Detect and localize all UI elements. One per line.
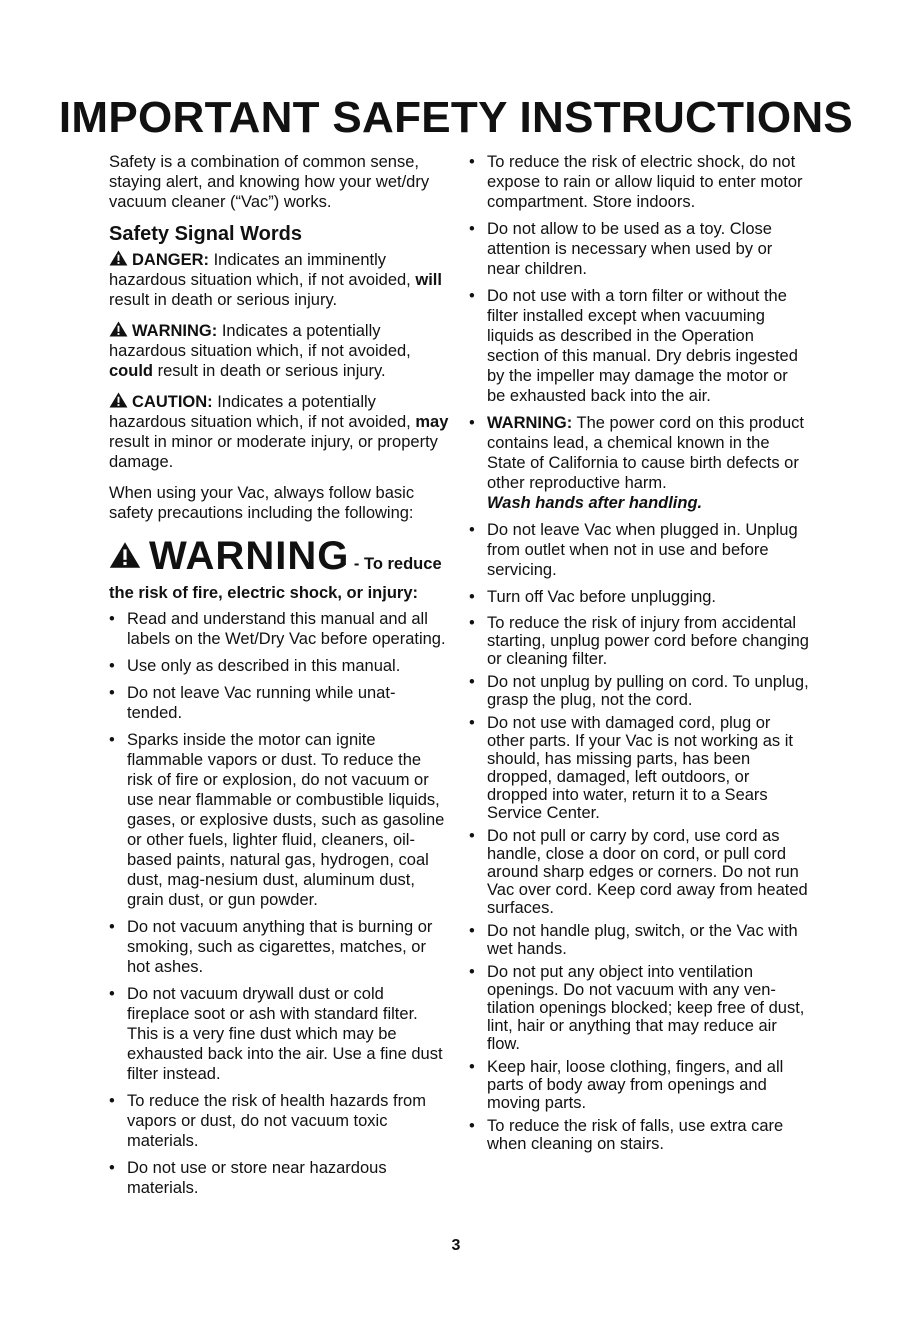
- warning-label: WARNING:: [132, 322, 218, 340]
- danger-definition: [109, 250, 449, 310]
- caution-keyword: may: [415, 413, 449, 431]
- page-number: 3: [451, 1237, 461, 1254]
- danger-keyword: will: [415, 271, 442, 289]
- prop65-text: The power cord on this product contains lead, a chemical known in the State of California to cause birth defects or other reproductive harm.: [487, 414, 804, 492]
- prop65-label: WARNING:: [487, 414, 573, 432]
- list-item: • Do not handle plug, switch, or the Vac with wet hands.: [469, 922, 809, 958]
- left-column: [109, 152, 449, 1205]
- list-item: • Do not put any object into ventilation openings. Do not vacuum with any ven-tilation openings blocked; keep free of dust, lint, hair or anything that may reduce air flow.: [469, 963, 809, 1053]
- list-item: • Do not vacuum anything that is burning or smoking, such as cigarettes, matches, or hot ashes.: [109, 917, 449, 977]
- list-item: • To reduce the risk of health hazards from vapors or dust, do not vacuum toxic materials.: [109, 1091, 449, 1151]
- list-item: • To reduce the risk of falls, use extra care when cleaning on stairs.: [469, 1117, 809, 1153]
- list-item: • Do not use with damaged cord, plug or other parts. If your Vac is not working as it should, has missing parts, has been dropped, damaged, left outdoors, or dropped into water, return it to a Sears Service Center.: [469, 714, 809, 822]
- list-item: • Keep hair, loose clothing, fingers, and all parts of body away from openings and moving parts.: [469, 1058, 809, 1112]
- warning-subheading: the risk of fire, electric shock, or injury:: [109, 584, 419, 602]
- danger-label: DANGER:: [132, 251, 209, 269]
- wash-hands-note: Wash hands after handling.: [487, 494, 703, 512]
- list-item: • Do not vacuum drywall dust or cold fireplace soot or ash with standard filter. This is a very fine dust which may be exhausted back into the air. Use a fine dust filter instead.: [109, 984, 449, 1084]
- list-item: • Do not leave Vac running while unat-tended.: [109, 683, 449, 723]
- caution-label: CAUTION:: [132, 393, 213, 411]
- right-bullet-list-continued: [469, 614, 809, 1153]
- list-item: • Sparks inside the motor can ignite flammable vapors or dust. To reduce the risk of fire or explosion, do not vacuum or use near flammable or combustible liquids, gases, or explosive dusts, such as gasoline or other fuels, lighter fluid, cleaners, oil-based paints, natural gas, hydrogen, coal dust, mag-nesium dust, aluminum dust, grain dust, or gun powder.: [109, 730, 449, 910]
- intro-text: Safety is a combination of common sense, staying alert, and knowing how your wet/dry vacuum cleaner (“Vac”) works.: [109, 153, 430, 211]
- danger-text: Indicates an imminently hazardous situation which, if not avoided,: [109, 251, 416, 289]
- list-item: • Read and understand this manual and all labels on the Wet/Dry Vac before operating.: [109, 609, 449, 649]
- list-item: • Do not unplug by pulling on cord. To unplug, grasp the plug, not the cord.: [469, 673, 809, 709]
- caution-definition: [109, 392, 449, 472]
- warning-banner: [109, 534, 449, 583]
- list-item: • Use only as described in this manual.: [109, 656, 449, 676]
- caution-text-end: result in minor or moderate injury, or property damage.: [109, 433, 438, 471]
- list-item: • Do not use with a torn filter or without the filter installed except when vacuuming liquids as described in the Operation section of this manual. Dry debris ingested by the impeller may damage the motor or be exhausted back into the air.: [469, 286, 809, 406]
- warning-text-end: result in death or serious injury.: [153, 362, 386, 380]
- signal-words-heading: Safety Signal Words: [109, 223, 303, 245]
- list-item: • To reduce the risk of electric shock, do not expose to rain or allow liquid to enter motor compartment. Store indoors.: [469, 152, 809, 212]
- list-item: • Turn off Vac before unplugging.: [469, 587, 809, 607]
- danger-text-end: result in death or serious injury.: [109, 291, 338, 309]
- list-item: • To reduce the risk of injury from accidental starting, unplug power cord before changing or cleaning filter.: [469, 614, 809, 668]
- right-column: [469, 152, 809, 1158]
- right-bullet-list: [469, 152, 809, 607]
- warning-definition: [109, 321, 449, 381]
- warning-triangle-icon: [109, 250, 128, 266]
- list-item: • Do not leave Vac when plugged in. Unplug from outlet when not in use and before servicing.: [469, 520, 809, 580]
- follow-text: When using your Vac, always follow basic safety precautions including the following:: [109, 484, 415, 522]
- prop65-warning-item: [469, 413, 809, 513]
- warning-triangle-icon: [109, 392, 128, 408]
- list-item: • Do not pull or carry by cord, use cord as handle, close a door on cord, or pull cord around sharp edges or corners. Do not run Vac over cord. Keep cord away from heated surfaces.: [469, 827, 809, 917]
- warning-keyword: could: [109, 362, 153, 380]
- caution-text: Indicates a potentially hazardous situation which, if not avoided,: [109, 393, 416, 431]
- page-title: IMPORTANT SAFETY INSTRUCTIONS: [58, 93, 854, 142]
- warning-text: Indicates a potentially hazardous situation which, if not avoided,: [109, 322, 411, 360]
- list-item: • Do not allow to be used as a toy. Close attention is necessary when used by or near children.: [469, 219, 809, 279]
- warning-word: WARNING: [149, 534, 350, 578]
- list-item: • Do not use or store near hazardous materials.: [109, 1158, 449, 1198]
- warning-tail: - To reduce: [349, 555, 442, 573]
- warning-triangle-icon: [109, 321, 128, 337]
- warning-triangle-icon: [109, 541, 141, 569]
- left-bullet-list: [109, 609, 449, 1198]
